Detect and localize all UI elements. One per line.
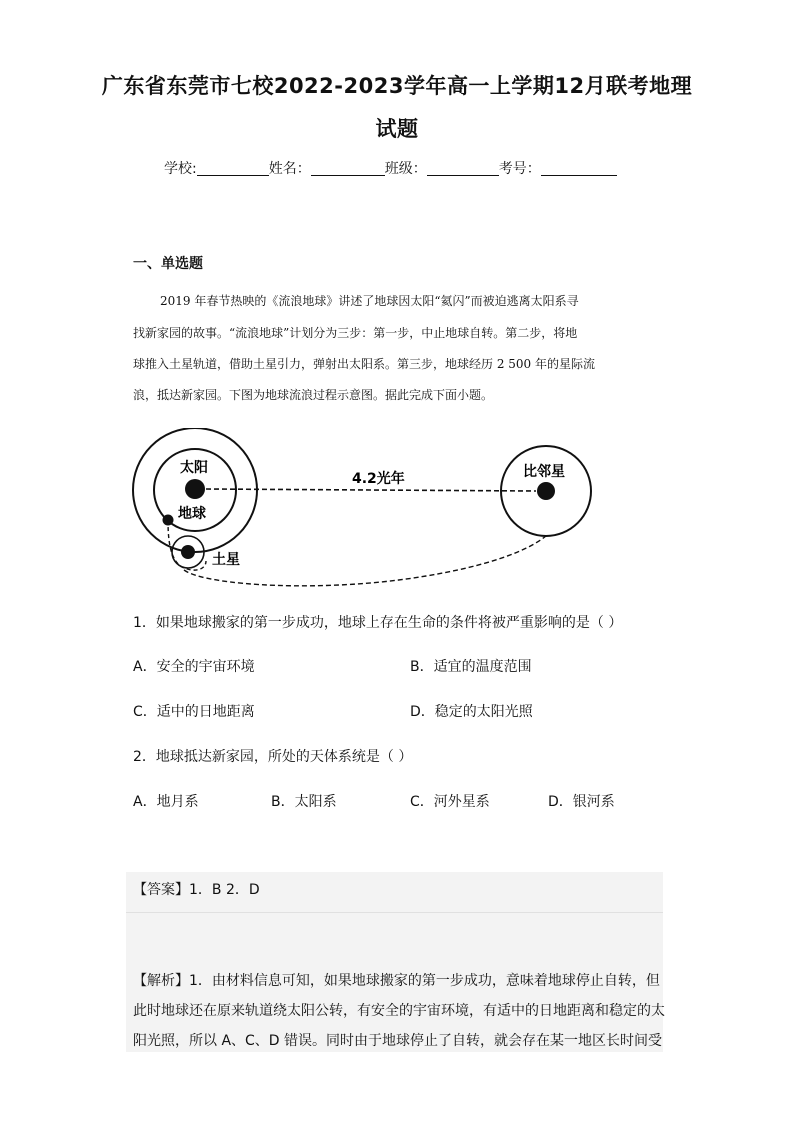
question-2-option-b[interactable]: B．太阳系 <box>271 794 337 810</box>
answer-divider <box>126 912 663 913</box>
proxima-dot <box>537 482 555 500</box>
class-blank[interactable] <box>427 161 499 176</box>
answer-panel <box>126 872 663 1052</box>
passage-line-4: 浪，抵达新家园。下图为地球流浪过程示意图。据此完成下面小题。 <box>133 388 494 402</box>
section-title: 一、单选题 <box>133 256 203 272</box>
saturn-label: 土星 <box>212 552 240 568</box>
document-title-line1: 广东省东莞市七校2022-2023学年高一上学期12月联考地理 <box>101 74 693 98</box>
analysis-line-2: 此时地球还在原来轨道绕太阳公转，有安全的宇宙环境，有适中的日地距离和稳定的太 <box>133 1003 665 1019</box>
question-1-option-c[interactable]: C．适中的日地距离 <box>133 704 255 720</box>
question-2-stem: 2．地球抵达新家园，所处的天体系统是（ ） <box>133 749 413 765</box>
distance-label: 4.2光年 <box>352 471 405 487</box>
question-1-stem: 1．如果地球搬家的第一步成功，地球上存在生命的条件将被严重影响的是（ ） <box>133 615 623 631</box>
exam-no-blank[interactable] <box>541 161 617 176</box>
name-blank[interactable] <box>311 161 385 176</box>
school-label: 学校: <box>164 161 197 177</box>
distance-line <box>206 489 536 491</box>
question-1-option-d[interactable]: D．稳定的太阳光照 <box>410 704 533 720</box>
passage-line-2: 找新家园的故事。“流浪地球”计划分为三步：第一步，中止地球自转。第二步，将地 <box>133 326 578 340</box>
question-2-option-c[interactable]: C．河外星系 <box>410 794 490 810</box>
analysis-line-3: 阳光照，所以 A、C、D 错误。同时由于地球停止了自转，就会存在某一地区长时间受 <box>133 1033 663 1049</box>
name-label: 姓名： <box>268 161 311 177</box>
school-blank[interactable] <box>197 161 269 176</box>
proxima-label: 比邻星 <box>523 464 565 480</box>
earth-label: 地球 <box>178 506 206 522</box>
analysis-line-1: 【解析】1．由材料信息可知，如果地球搬家的第一步成功，意味着地球停止自转，但 <box>133 973 660 989</box>
class-label: 班级： <box>384 161 427 177</box>
question-1-option-a[interactable]: A．安全的宇宙环境 <box>133 659 255 675</box>
document-title-line2: 试题 <box>375 117 419 141</box>
sun-label: 太阳 <box>180 460 208 476</box>
sun-dot <box>185 479 205 499</box>
question-2-option-d[interactable]: D．银河系 <box>548 794 615 810</box>
question-1-option-b[interactable]: B．适宜的温度范围 <box>410 659 532 675</box>
exam-no-label: 考号： <box>498 161 541 177</box>
saturn-dot <box>181 545 195 559</box>
passage-line-3: 球推入土星轨道，借助土星引力，弹射出太阳系。第三步，地球经历 2 500 年的星际流 <box>133 357 595 371</box>
earth-migration-diagram <box>126 428 606 593</box>
student-info-row <box>164 158 617 178</box>
question-2-option-a[interactable]: A．地月系 <box>133 794 199 810</box>
passage-line-1: 2019 年春节热映的《流浪地球》讲述了地球因太阳“氦闪”而被迫逃离太阳系寻 <box>160 294 579 308</box>
answer-line: 【答案】1．B 2．D <box>133 882 260 898</box>
